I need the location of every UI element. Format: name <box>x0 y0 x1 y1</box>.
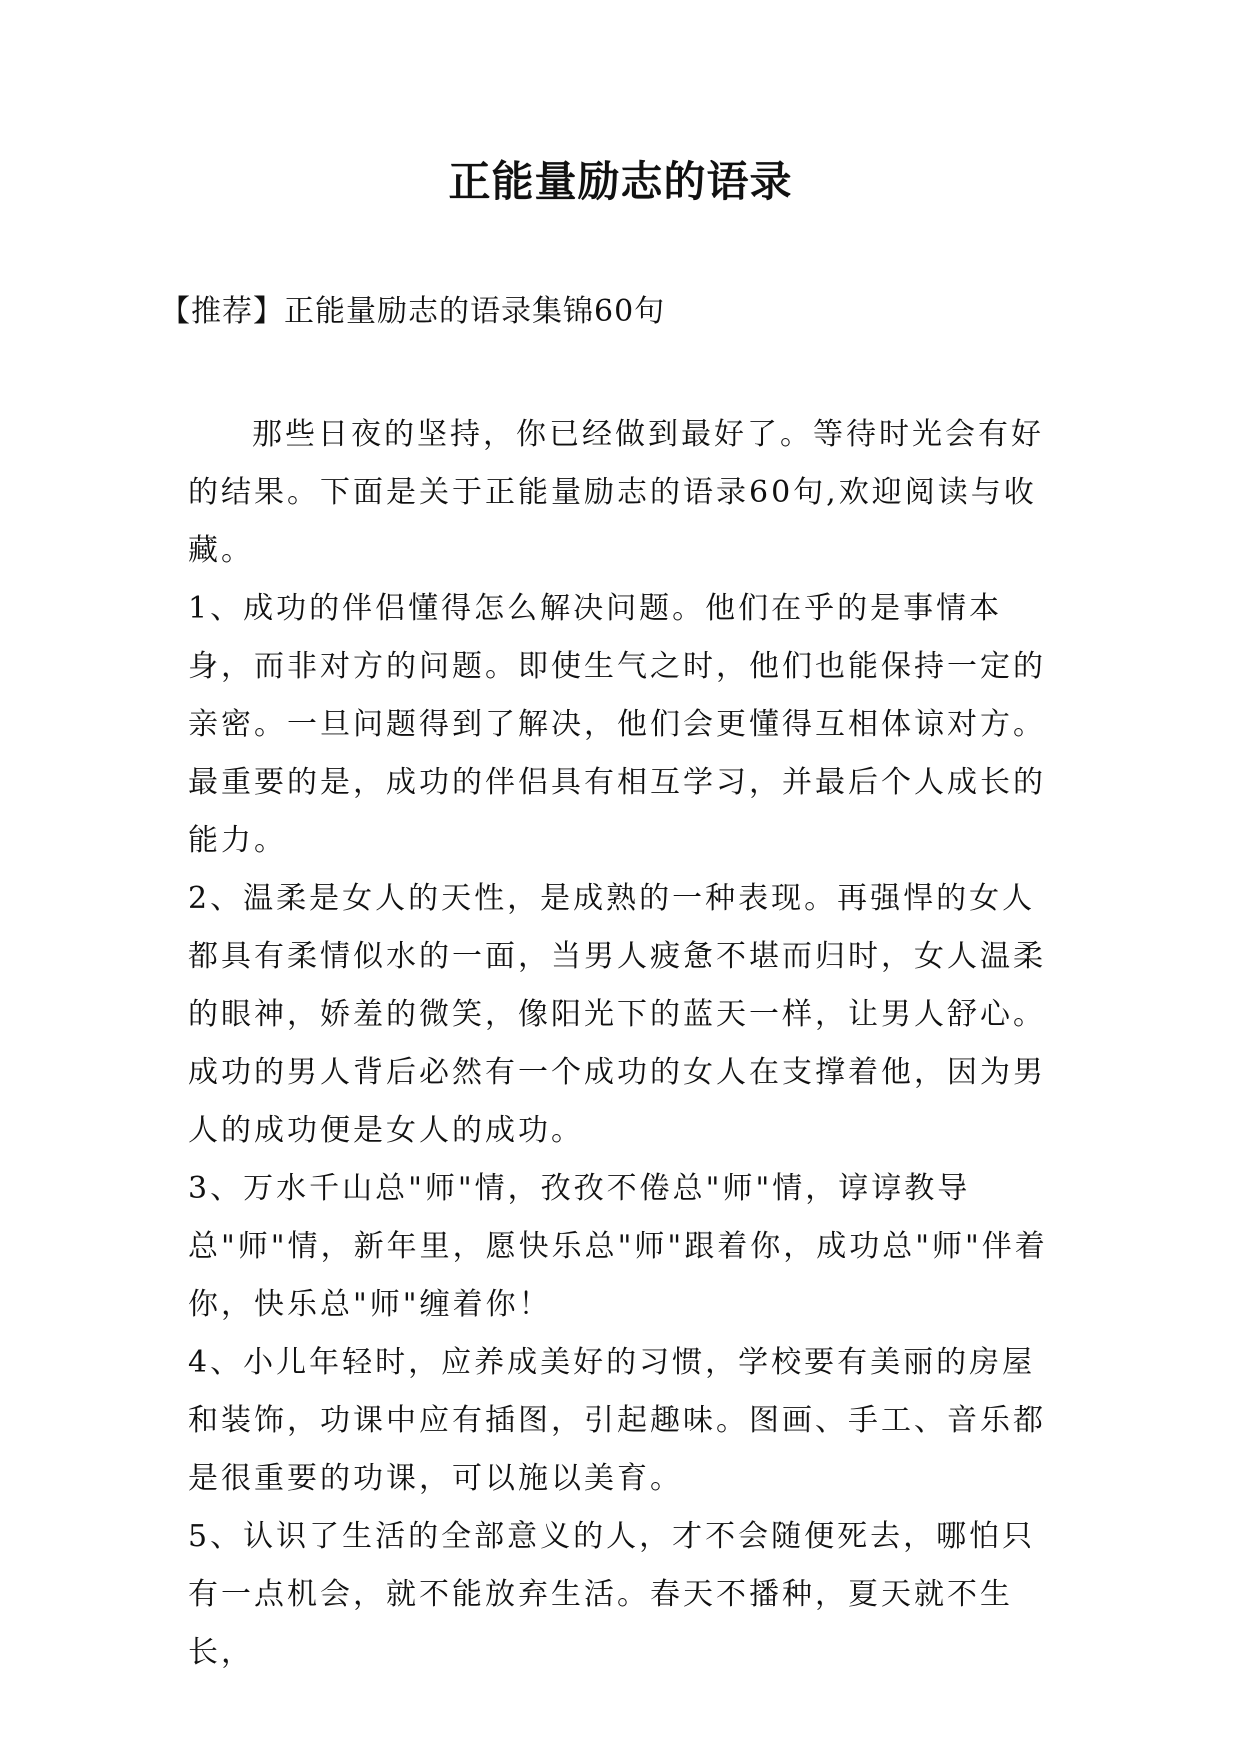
quote-paragraph-3: 3、万水千山总"师"情，孜孜不倦总"师"情，谆谆教导总"师"情，新年里，愿快乐总"师"跟着你，成功总"师"伴着你，快乐总"师"缠着你！ <box>188 1171 1048 1322</box>
quote-paragraph-2: 2、温柔是女人的天性，是成熟的一种表现。再强悍的女人都具有柔情似水的一面，当男人疲惫不堪而归时，女人温柔的眼神，娇羞的微笑，像阳光下的蓝天一样，让男人舒心。成功的男人背后必然有一个成功的女人在支撑着他，因为男人的成功便是女人的成功。 <box>188 881 1046 1148</box>
document-subtitle: 【推荐】正能量励志的语录集锦60句 <box>160 294 666 329</box>
document-body <box>188 406 1068 1682</box>
quote-paragraph-5: 5、认识了生活的全部意义的人，才不会随便死去，哪怕只有一点机会，就不能放弃生活。春天不播种，夏天就不生长， <box>188 1519 1036 1670</box>
intro-paragraph: 那些日夜的坚持，你已经做到最好了。等待时光会有好的结果。下面是关于正能量励志的语录60句,欢迎阅读与收藏。 <box>188 417 1044 568</box>
quote-paragraph-4: 4、小儿年轻时，应养成美好的习惯，学校要有美丽的房屋和装饰，功课中应有插图，引起趣味。图画、手工、音乐都是很重要的功课，可以施以美育。 <box>188 1345 1046 1496</box>
document-title: 正能量励志的语录 <box>448 157 793 206</box>
quote-paragraph-1: 1、成功的伴侣懂得怎么解决问题。他们在乎的是事情本身，而非对方的问题。即使生气之时，他们也能保持一定的亲密。一旦问题得到了解决，他们会更懂得互相体谅对方。最重要的是，成功的伴侣具有相互学习，并最后个人成长的能力。 <box>188 591 1046 858</box>
